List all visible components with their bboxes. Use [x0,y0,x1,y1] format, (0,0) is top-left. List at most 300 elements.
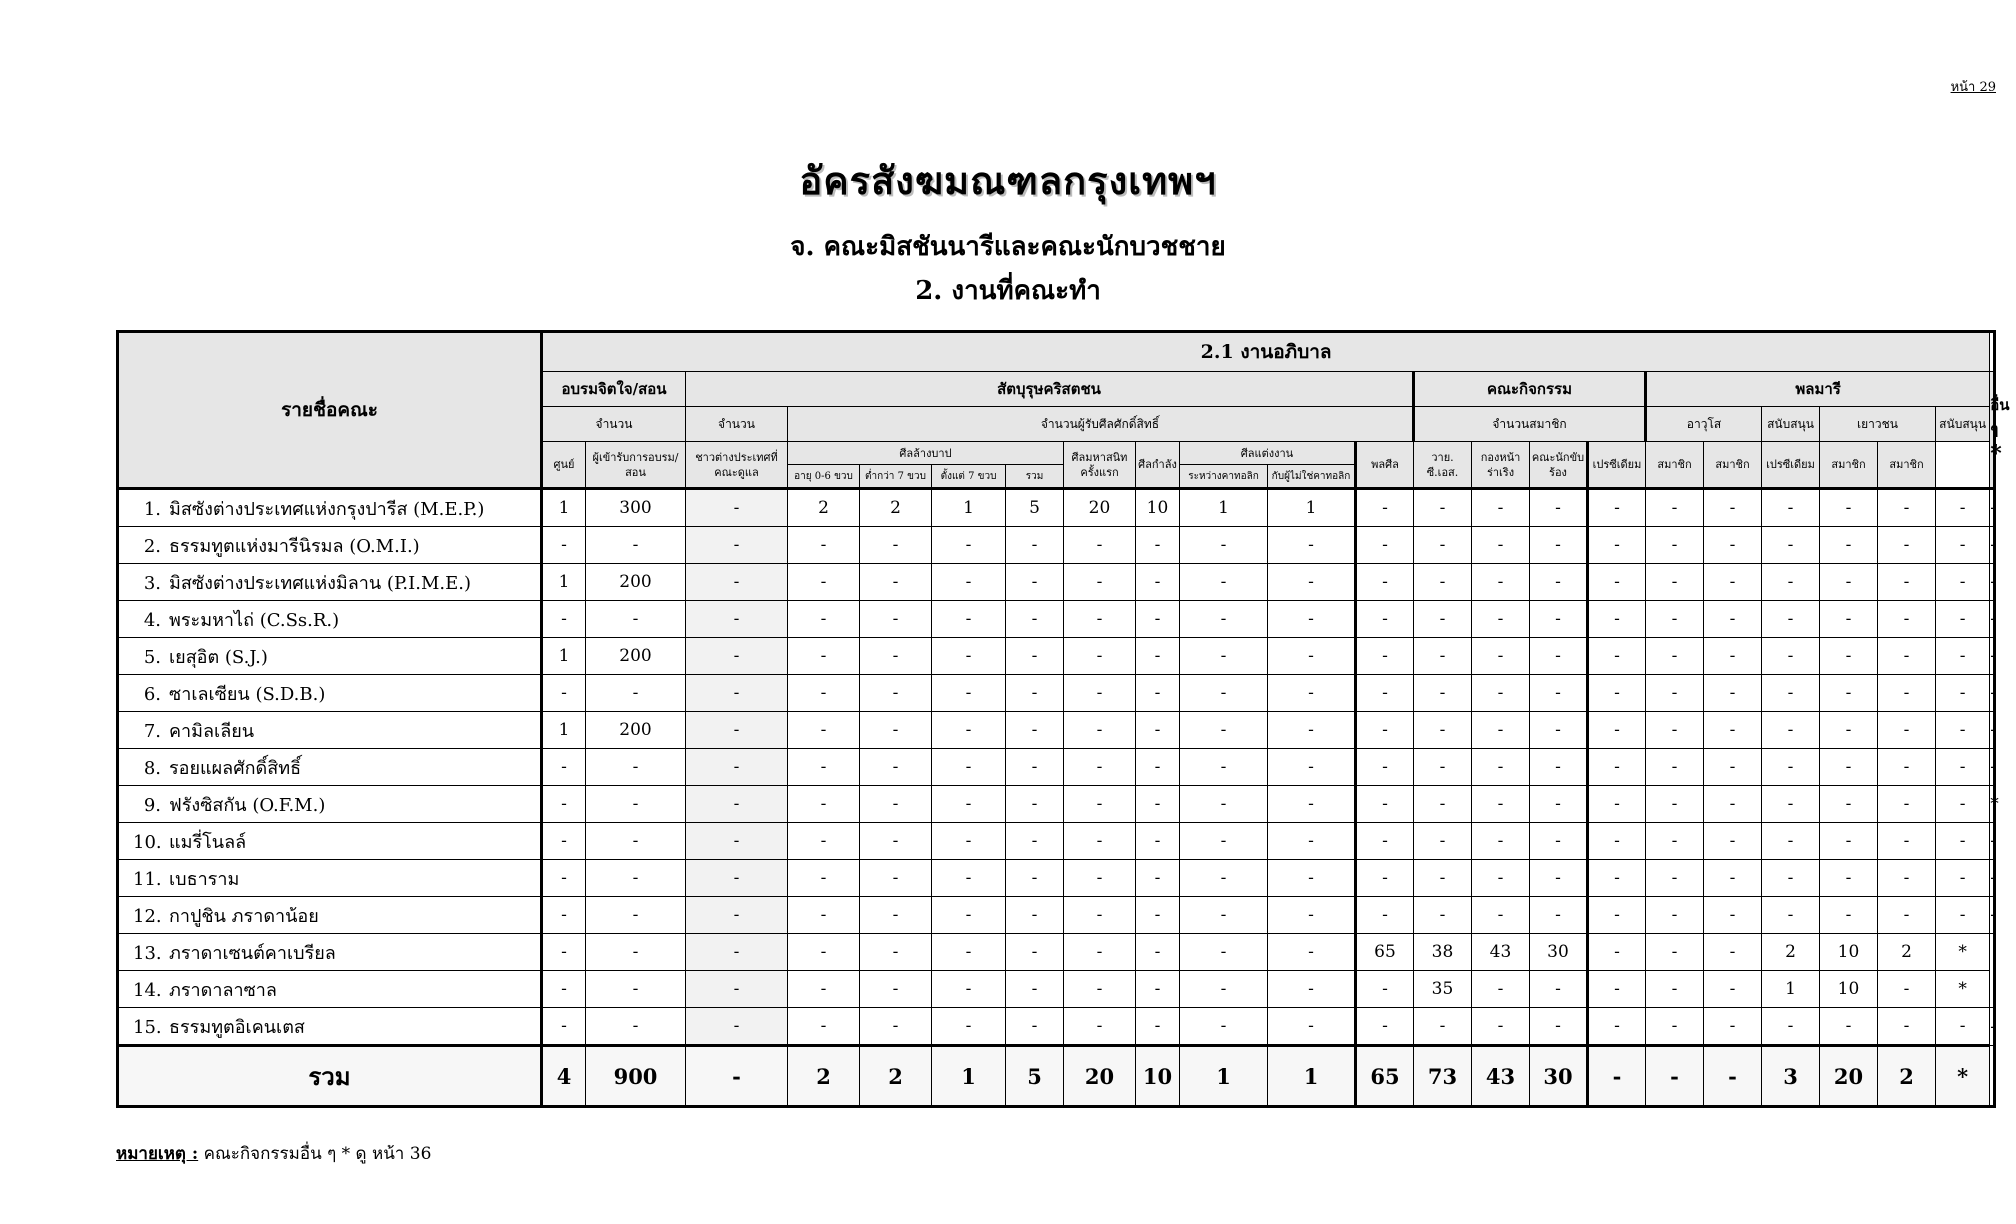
total-row [118,1046,1995,1107]
table-cell: - [1704,823,1762,860]
table-cell: 38 [1414,934,1472,971]
legion-col-header: พลศีล [1356,442,1414,489]
table-row [118,489,1995,527]
table-cell: - [1588,489,1646,527]
table-cell: - [542,601,586,638]
table-cell: 1 [542,564,586,601]
table-cell: - [1180,823,1268,860]
table-cell: 1 [542,712,586,749]
table-cell: - [1356,675,1414,712]
table-cell: - [788,860,860,897]
table-cell: 200 [586,712,686,749]
table-cell: - [1990,860,1995,897]
table-cell: - [1064,823,1136,860]
order-name-cell [118,971,542,1008]
table-cell: - [586,749,686,786]
table-cell: - [586,897,686,934]
table-cell: - [788,712,860,749]
page-number: หน้า 29 [1950,80,1996,95]
table-cell: - [1530,527,1588,564]
table-cell: - [1588,934,1646,971]
table-cell: 10 [1820,971,1878,1008]
table-cell: - [1356,749,1414,786]
page-title: อัครสังฆมณฑลกรุงเทพฯ [799,158,1217,203]
table-cell: - [932,638,1006,675]
table-cell: - [586,860,686,897]
table-cell: - [932,1008,1006,1046]
order-name-cell [118,638,542,675]
table-cell: - [542,860,586,897]
table-cell: - [1588,638,1646,675]
table-cell: - [860,786,932,823]
row-number: 9. [143,794,161,816]
table-cell: - [1356,601,1414,638]
table-cell: - [1878,527,1936,564]
table-cell: - [1762,860,1820,897]
table-cell: 35 [1414,971,1472,1008]
table-cell: - [542,934,586,971]
table-cell: - [1356,638,1414,675]
total-cell: 10 [1136,1046,1180,1107]
table-cell: - [1268,860,1356,897]
baptism-total-header: รวม [1006,465,1064,489]
table-cell: - [1006,675,1064,712]
table-cell: - [542,823,586,860]
members-count-header: จำนวนสมาชิก [1414,407,1646,442]
table-cell: - [1136,1008,1180,1046]
table-cell: - [1820,786,1878,823]
table-cell: * [1936,971,1990,1008]
table-cell: - [1356,564,1414,601]
table-cell: - [1990,712,1995,749]
table-cell: - [1990,749,1995,786]
total-cell: 900 [586,1046,686,1107]
table-cell: - [932,712,1006,749]
foreign-count-header: จำนวน [686,407,788,442]
table-cell: - [1006,749,1064,786]
table-cell: - [1588,1008,1646,1046]
table-cell: - [788,897,860,934]
table-cell: - [1646,897,1704,934]
table-cell: - [1762,786,1820,823]
table-cell: - [1268,712,1356,749]
table-cell: - [1530,786,1588,823]
table-cell: - [1820,1008,1878,1046]
table-cell: - [788,934,860,971]
table-row [118,601,1995,638]
table-cell: - [1704,564,1762,601]
table-cell: - [1180,786,1268,823]
table-cell: - [1472,675,1530,712]
table-cell: - [1064,786,1136,823]
table-cell: - [1006,971,1064,1008]
table-cell: - [1472,601,1530,638]
table-cell: 2 [788,489,860,527]
table-cell: - [1136,786,1180,823]
table-cell: - [1990,527,1995,564]
training-group-header: อบรมจิตใจ/สอน [542,372,686,407]
table-row [118,860,1995,897]
table-cell: - [1180,712,1268,749]
table-cell: - [1472,1008,1530,1046]
table-cell: - [1472,564,1530,601]
table-cell: - [1414,675,1472,712]
table-cell: - [1820,860,1878,897]
table-cell: - [1762,749,1820,786]
order-name: มิสซังต่างประเทศแห่งมิลาน (P.I.M.E.) [169,572,472,594]
order-name-cell [118,527,542,564]
table-cell: - [1136,934,1180,971]
table-cell: - [1180,527,1268,564]
others-label: อื่น ๆ [1990,395,2010,438]
member2-header: สมาชิก [1704,442,1762,489]
table-cell: - [1990,823,1995,860]
order-name-cell [118,601,542,638]
table-cell: - [1878,823,1936,860]
table-cell: - [860,860,932,897]
order-name: ธรรมทูตอิเคนเตส [169,1016,305,1038]
table-cell: - [932,971,1006,1008]
table-cell: - [1588,786,1646,823]
order-name: รอยแผลศักดิ์สิทธิ์ [169,757,302,779]
table-cell: - [1878,712,1936,749]
table-cell: - [1530,971,1588,1008]
table-cell: - [1064,527,1136,564]
trainees-header: ผู้เข้ารับการอบรม/สอน [586,442,686,489]
table-cell: - [1646,527,1704,564]
table-cell: - [586,934,686,971]
table-cell: - [1878,897,1936,934]
age-under-7-header: ต่ำกว่า 7 ขวบ [860,465,932,489]
table-cell: - [1006,601,1064,638]
order-name-cell [118,897,542,934]
total-cell: - [1588,1046,1646,1107]
table-cell: - [1006,934,1064,971]
table-cell: - [1530,675,1588,712]
table-cell: - [1006,786,1064,823]
youth-header: เยาวชน [1820,407,1936,442]
table-cell: - [1762,564,1820,601]
table-cell: - [1356,527,1414,564]
member1-header: สมาชิก [1646,442,1704,489]
footnote [116,1140,431,1167]
table-cell: - [1530,749,1588,786]
table-cell: - [1878,675,1936,712]
table-cell: - [1180,564,1268,601]
total-cell: 43 [1472,1046,1530,1107]
footnote-label: หมายเหตุ : [116,1144,199,1164]
table-cell: - [1936,823,1990,860]
table-cell: - [686,489,788,527]
table-cell: - [788,971,860,1008]
praesidium1-header: เปรซีเดียม [1588,442,1646,489]
table-cell: - [860,601,932,638]
table-cell: - [1064,601,1136,638]
total-cell: 20 [1820,1046,1878,1107]
table-cell: - [1530,489,1588,527]
order-name: คามิลเลียน [169,720,255,742]
total-label: รวม [118,1046,542,1107]
order-name: ธรรมทูตแห่งมารีนิรมล (O.M.I.) [169,535,420,557]
table-cell: - [1762,675,1820,712]
row-number: 12. [133,905,162,927]
choir-header: คณะนักขับร้อง [1530,442,1588,489]
table-cell: - [1530,897,1588,934]
table-cell: - [788,749,860,786]
table-cell: - [1936,860,1990,897]
table-cell: - [1268,897,1356,934]
table-cell: - [686,712,788,749]
table-cell: - [1136,527,1180,564]
table-cell: - [1588,527,1646,564]
table-cell: - [1180,749,1268,786]
table-cell: - [1006,860,1064,897]
table-cell: - [1472,860,1530,897]
table-cell: - [860,934,932,971]
table-cell: - [686,601,788,638]
table-cell: - [686,934,788,971]
table-cell: - [1704,638,1762,675]
table-cell: - [860,823,932,860]
table-cell: - [932,934,1006,971]
table-cell: - [1704,601,1762,638]
table-cell: - [1878,749,1936,786]
total-cell: 5 [1006,1046,1064,1107]
table-cell: - [860,527,932,564]
table-cell: 1 [932,489,1006,527]
table-cell: - [1820,489,1878,527]
order-name-cell [118,823,542,860]
table-cell: - [1064,712,1136,749]
table-cell: - [586,1008,686,1046]
table-cell: - [686,1008,788,1046]
table-cell: - [788,823,860,860]
table-cell: - [788,527,860,564]
table-cell: - [1646,934,1704,971]
table-cell: - [686,860,788,897]
total-cell: - [1704,1046,1762,1107]
table-cell: - [860,675,932,712]
total-cell: 73 [1414,1046,1472,1107]
table-cell: - [1936,749,1990,786]
table-cell: - [1646,712,1704,749]
table-cell: - [1006,823,1064,860]
table-row [118,1008,1995,1046]
table-cell: 5 [1006,489,1064,527]
table-cell: - [1936,527,1990,564]
marriage-catholic-header: ระหว่างคาทอลิก [1180,465,1268,489]
order-name-cell [118,749,542,786]
table-cell: - [1704,860,1762,897]
confirmation-header: ศีลกำลัง [1136,442,1180,489]
table-cell: - [542,971,586,1008]
order-name: กาปูชิน ภราดาน้อย [169,905,319,927]
table-cell: - [1990,675,1995,712]
table-cell: 200 [586,564,686,601]
table-cell: 1 [1180,489,1268,527]
order-name: เยสุอิต (S.J.) [169,646,268,668]
table-cell: - [1472,712,1530,749]
table-cell: - [1820,638,1878,675]
table-row [118,971,1995,1008]
table-cell: - [686,564,788,601]
table-cell: - [1704,712,1762,749]
row-number: 4. [143,609,161,631]
table-cell: 2 [860,489,932,527]
total-cell: 1 [932,1046,1006,1107]
table-cell: - [1064,860,1136,897]
table-cell: - [586,527,686,564]
table-cell: - [1414,527,1472,564]
support2-header: สนับสนุน [1936,407,1990,442]
order-name-cell [118,712,542,749]
table-cell: - [1936,712,1990,749]
table-cell: - [932,564,1006,601]
table-cell: - [1646,1008,1704,1046]
table-body [118,489,1999,1107]
others-asterisk: * [1990,440,2002,467]
table-row [118,897,1995,934]
table-cell: 10 [1136,489,1180,527]
total-cell: 65 [1356,1046,1414,1107]
table-cell: - [1414,489,1472,527]
table-cell: - [1530,638,1588,675]
table-cell: - [1414,860,1472,897]
order-name: ภราดาเซนต์คาเบรียล [169,942,336,964]
table-cell: - [1990,601,1995,638]
laity-group-header: สัตบุรุษคริสตชน [686,372,1414,407]
table-cell: - [788,601,860,638]
row-number: 5. [143,646,161,668]
table-cell: - [1646,564,1704,601]
table-cell: - [1588,749,1646,786]
table-cell: - [1136,971,1180,1008]
table-cell: - [1820,749,1878,786]
table-cell: - [1762,601,1820,638]
baptism-header: ศีลล้างบาป [788,442,1064,465]
table-cell: - [1006,564,1064,601]
table-cell: - [1530,601,1588,638]
table-cell: - [860,971,932,1008]
table-cell: - [1704,749,1762,786]
table-cell: - [1356,1008,1414,1046]
table-cell: - [1936,489,1990,527]
table-cell: - [586,601,686,638]
table-cell: - [1268,564,1356,601]
row-number: 13. [133,942,162,964]
table-cell: - [1878,971,1936,1008]
row-number: 11. [133,868,162,890]
table-cell: - [860,564,932,601]
table-cell: - [1136,860,1180,897]
row-number: 1. [143,498,161,520]
table-cell: - [1136,675,1180,712]
table-cell: - [1006,897,1064,934]
table-cell: - [1180,971,1268,1008]
table-cell: - [1762,1008,1820,1046]
member3-header: สมาชิก [1820,442,1878,489]
table-cell: - [1472,638,1530,675]
table-cell: - [1356,971,1414,1008]
sacraments-header: จำนวนผู้รับศีลศักดิ์สิทธิ์ [788,407,1414,442]
total-cell: 1 [1268,1046,1356,1107]
table-cell: - [1064,564,1136,601]
table-cell: - [1180,1008,1268,1046]
table-row [118,823,1995,860]
table-cell: - [1936,564,1990,601]
table-cell: - [686,638,788,675]
total-cell: 2 [788,1046,860,1107]
table-cell: - [1414,601,1472,638]
table-cell: - [686,897,788,934]
table-cell: - [1356,897,1414,934]
table-cell: - [1704,675,1762,712]
table-cell: - [860,749,932,786]
first-communion-header: ศีลมหาสนิทครั้งแรก [1064,442,1136,489]
table-cell: - [788,564,860,601]
table-cell: - [1414,749,1472,786]
table-cell: - [586,675,686,712]
table-cell: - [1180,897,1268,934]
table-cell: - [1006,638,1064,675]
table-cell: - [1588,823,1646,860]
table-cell: - [1990,638,1995,675]
table-cell: - [1064,675,1136,712]
table-cell: - [1588,712,1646,749]
table-cell: - [1646,860,1704,897]
total-cell: 30 [1530,1046,1588,1107]
legion-group-header: พลมารี [1646,372,1990,407]
table-cell: - [1530,564,1588,601]
table-cell: - [1878,638,1936,675]
table-cell: - [1820,601,1878,638]
total-cell: 2 [1878,1046,1936,1107]
table-cell: 2 [1878,934,1936,971]
table-cell: - [586,786,686,823]
table-row [118,527,1995,564]
table-cell: - [586,823,686,860]
total-cell: 4 [542,1046,586,1107]
total-cell: - [686,1046,788,1107]
section-subtitle-2: 2. งานที่คณะทำ [915,276,1101,306]
table-cell: - [1414,564,1472,601]
table-cell: 300 [586,489,686,527]
table-cell: - [1990,1008,1995,1046]
row-number: 15. [133,1016,162,1038]
table-cell: - [1472,897,1530,934]
section-header: 2.1 งานอภิบาล [542,332,1990,372]
table-cell: - [1472,527,1530,564]
table-cell: - [1268,934,1356,971]
praesidium2-header: เปรซีเดียม [1762,442,1820,489]
table-cell: - [932,675,1006,712]
table-cell: - [932,527,1006,564]
row-number: 10. [133,831,162,853]
table-cell: - [1268,786,1356,823]
table-cell: - [1704,527,1762,564]
order-name: ซาเลเซียน (S.D.B.) [169,683,326,705]
table-cell: - [1356,489,1414,527]
table-cell: - [1762,527,1820,564]
marriage-mixed-header: กับผู้ไม่ใช่คาทอลิก [1268,465,1356,489]
table-cell: - [1646,489,1704,527]
order-name-cell [118,675,542,712]
table-cell: - [1820,712,1878,749]
table-cell: - [1136,749,1180,786]
table-cell: - [686,971,788,1008]
table-cell: - [542,749,586,786]
table-cell: - [932,823,1006,860]
